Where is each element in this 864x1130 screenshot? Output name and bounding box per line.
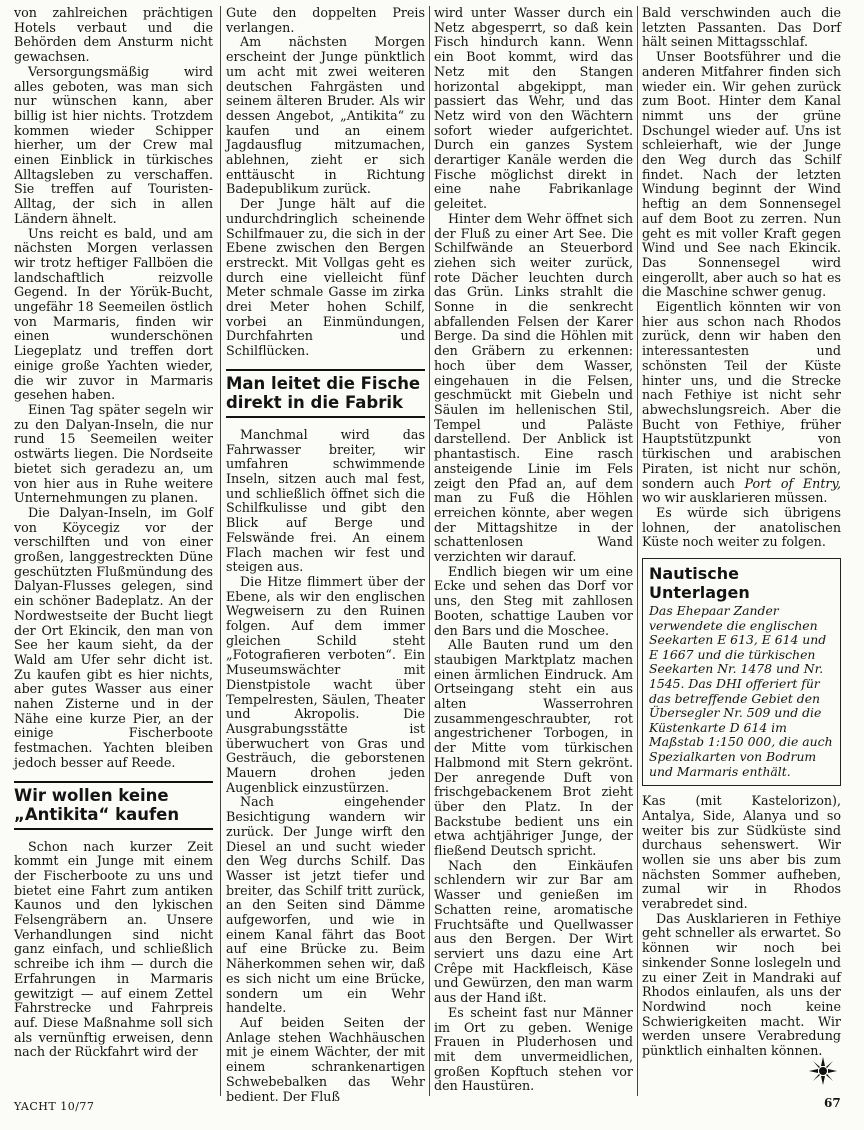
column-4 <box>642 6 841 1096</box>
paragraph: Es würde sich übrigens lohnen, der anatolischen Küste noch weiter zu folgen. <box>642 504 841 550</box>
paragraph-text: Eigentlich könnten wir von hier aus schon nach Rhodos zurück, denn wir haben den interessantesten und schönsten Teil der Küste hinter uns, und die Strecke nach Fethiye ist nicht sehr abwechslungsreich. Aber die Bucht von Fethiye, früher Hauptstützpunkt von türkischen und arabischen Piraten, ist nicht nur schön, sondern auch <box>642 299 841 491</box>
emphasis-port-of-entry: Port of Entry, <box>744 475 841 491</box>
paragraph: Alle Bauten rund um den staubigen Marktplatz machen einen ärmlichen Eindruck. Am Ortseingang steht ein aus alten Wasserrohren zusammengeschraubter, rot angestrichener Torbogen, in der Mitte vom türkischen Halbmond mit Stern gekrönt. Der anregende Duft von frischgebackenem Brot zieht über den Platz. In der Backstube bedient uns ein etwa achtjähriger Junge, der fließend Deutsch spricht. <box>434 637 633 859</box>
paragraph: Endlich biegen wir um eine Ecke und sehen das Dorf vor uns, den Steg mit zahllosen Booten, schattige Lauben vor den Bars und die Moschee. <box>434 563 633 638</box>
section-heading: Wir wollen keine „Antikita“ kaufen <box>14 785 180 824</box>
paragraph: Nach eingehender Besichtigung wandern wir zurück. Der Junge wirft den Diesel an und sucht wieder den Weg durchs Schilf. Das Wasser ist jetzt tiefer und breiter, das Schilf tritt zurück, an den Seiten sind Dämme aufgeworfen, und wie in einem Kanal fährt das Boot auf eine Brücke zu. Beim Näherkommen sehen wir, daß es sich nicht um eine Brücke, sondern um ein Wehr handelte. <box>226 794 425 1016</box>
column-3 <box>434 6 633 1096</box>
magazine-page <box>14 5 850 1104</box>
paragraph: Die Hitze flimmert über der Ebene, als wir den englischen Wegweisern zu den Ruinen folgen. Auf dem immer gleichen Schild steht „Fotografieren verboten“. Ein Museumswächter mit Dienstpistole wacht über Tempelresten, Säulen, Theater und Akropolis. Die Ausgrabungsstätte ist überwuchert von Gras und Gesträuch, die geborstenen Mauern drohen jeden Augenblick einzustürzen. <box>226 573 425 795</box>
info-box-title: Nautische Unterlagen <box>649 564 750 603</box>
paragraph: Auf beiden Seiten der Anlage stehen Wachhäuschen mit je einem Wächter, der mit einem schrankenartigen Schwebebalken das Wehr bedient. Der Fluß <box>226 1015 425 1104</box>
paragraph: Hinter dem Wehr öffnet sich der Fluß zu einer Art See. Die Schilfwände an Steuerbord ziehen sich weiter zurück, rote Dächer leuchten durch das Grün. Links strahlt die Sonne in die senkrecht abfallenden Felsen der Karer Berge. Da sind die Höhlen mit den Gräbern zu erkennen: hoch über dem Wasser, eingehauen in die Felsen, geschmückt mit Giebeln und Säulen im hellenischen Stil, Tempel und Paläste darstellend. Der Anblick ist phantastisch. Eine rasch ansteigende Linie im Fels zeigt den Pfad an, auf dem man zu Fuß die Höhlen erreichen könnte, aber wegen der Mittagshitze in der schattenlosen Wand verzichten wir darauf. <box>434 210 633 565</box>
footer-magazine-issue: YACHT 10/77 <box>14 1100 95 1113</box>
paragraph: Das Ausklarieren in Fethiye geht schneller als erwartet. So können wir noch bei sinkender Sonne loslegeln und zu einer Zeit in Mandraki auf Rhodos einlaufen, als uns der Nordwind noch keine Schwierigkeiten macht. Wir werden unsere Verabredung pünktlich einhalten können. <box>642 910 841 1059</box>
page-number: 67 <box>824 1096 841 1110</box>
column-divider <box>220 6 221 1096</box>
info-box-nautical-documents <box>642 558 841 786</box>
paragraph: Uns reicht es bald, und am nächsten Morgen verlassen wir trotz heftiger Fallböen die landschaftlich reizvolle Gegend. In der Yörük-Bucht, ungefähr 18 Seemeilen östlich von Marmaris, finden wir einen wunderschönen Liegeplatz und treffen dort einige große Yachten wieder, die wir zuvor in Marmaris gesehen haben. <box>14 225 213 403</box>
paragraph: Der Junge hält auf die undurchdringlich scheinende Schilfmauer zu, die sich in der Ebene zwischen den Bergen erstreckt. Mit Vollgas geht es durch eine vielleicht fünf Meter schmale Gasse im zirka drei Meter hohen Schilf, vorbei an Einmündungen, Durchfahrten und Schilflücken. <box>226 196 425 359</box>
paragraph: Am nächsten Morgen erscheint der Junge pünktlich um acht mit zwei weiteren deutschen Fahrgästen und seinem älteren Bruder. Als wir dessen Angebot, „Antikita“ zu kaufen und an einem Jagdausflug mitzumachen, ablehnen, zieht er sich enttäuscht in Richtung Badepublikum zurück. <box>226 34 425 197</box>
column-2 <box>226 5 425 1104</box>
paragraph: Die Dalyan-Inseln, im Golf von Köycegiz vor der verschilften und von einer großen, langgestreckten Düne geschützten Flußmündung des Dalyan-Flusses gelegen, sind ein schöner Badeplatz. An der Nordwestseite der Bucht liegt der Ort Ekincik, den man von See her kaum sieht, da der Wald am Ufer sehr dicht ist. Zu kaufen gibt es hier nichts, aber gutes Wasser aus einer nahen Zisterne und in der Nähe eine kurze Pier, an der einige Fischerboote festmachen. Yachten bleiben jedoch besser auf Reede. <box>14 504 213 770</box>
paragraph: Versorgungsmäßig wird alles geboten, was man sich nur wünschen kann, aber billig ist hier nichts. Trotzdem kommen wieder Schipper hierher, um der Crew mal einen Einblick in türkisches Alltagsleben zu verschaffen. Sie treffen auf Touristen-Alltag, der sich in allen Ländern ähnelt. <box>14 63 213 226</box>
column-divider <box>637 6 638 1096</box>
column-divider <box>429 6 430 1096</box>
info-box-text: Das Ehepaar Zander verwendete die englischen Seekarten E 613, E 614 und E 1667 und die türkischen Seekarten Nr. 1478 und Nr. 1545. Das DHI offeriert für das betreffende Gebiet den Übersegler Nr. 509 und die Küstenkarte D 614 im Maßstab 1:150 000, die auch Spezialkarten von Bodrum und Marmaris enthält. <box>649 603 833 779</box>
paragraph: wird unter Wasser durch ein Netz abgesperrt, so daß kein Fisch hindurch kann. Wenn ein Boot kommt, wird das Netz mit den Stangen horizontal abgekippt, man passiert das Wehr, und das Netz wird von den Wächtern sofort wieder aufgerichtet. Durch ein ganzes System derartiger Kanäle werden die Fische möglichst direkt in eine nahe Fabrikanlage geleitet. <box>434 5 633 212</box>
section-heading-box <box>14 781 213 830</box>
column-1 <box>14 6 213 1096</box>
paragraph-text: wo wir ausklarieren müssen. <box>642 490 828 506</box>
paragraph: Unser Bootsführer und die anderen Mitfahrer finden sich wieder ein. Wir gehen zurück zum Boot. Hinter dem Kanal nimmt uns der grüne Dschungel wieder auf. Uns ist schleierhaft, wie der Junge den Weg durch das Schilf findet. Nach der letzten Windung beginnt der Wind heftig an dem Sonnensegel auf dem Boot zu zerren. Nun geht es mit voller Kraft gegen Wind und See nach Ekincik. Das Sonnensegel wird eingerollt, aber auch so hat es die Maschine schwer genug. <box>642 49 841 300</box>
paragraph: Gute den doppelten Preis verlangen. <box>226 5 425 35</box>
paragraph: Manchmal wird das Fahrwasser breiter, wir umfahren schwimmende Inseln, sitzen auch mal fest, und schließlich öffnet sich die Schilfkulisse und gibt den Blick auf Berge und Felswände frei. An einem Flach machen wir fest und steigen aus. <box>226 426 425 575</box>
paragraph: Schon nach kurzer Zeit kommt ein Junge mit einem der Fischerboote zu uns und bietet eine Fahrt zum antiken Kaunos und den lykischen Felsengräbern an. Unsere Verhandlungen sind nicht ganz einfach, und schließlich schreibe ich ihm — durch die Erfahrungen in Marmaris gewitzigt — auf einem Zettel Fahrstrecke und Fahrpreis auf. Diese Maßnahme soll sich als vernünftig erweisen, denn nach der Rückfahrt wird der <box>14 838 213 1060</box>
section-heading: Man leitet die Fische direkt in die Fabrik <box>226 373 421 412</box>
yacht-logo-end-mark-icon <box>808 1056 838 1086</box>
paragraph: Kas (mit Kastelorizon), Antalya, Side, Alanya und so weiter bis zur Südküste sind durchaus sehenswert. Wir wollen sie uns aber bis zum nächsten Sommer aufheben, zumal wir in Rhodos verabredet sind. <box>642 793 841 912</box>
paragraph: von zahlreichen prächtigen Hotels verbaut und die Behörden dem Ansturm nicht gewachsen. <box>14 5 213 65</box>
paragraph: Es scheint fast nur Männer im Ort zu geben. Wenige Frauen in Pluderhosen und mit dem unvermeidlichen, großen Kopftuch stehen vor den Haustüren. <box>434 1004 633 1094</box>
paragraph: Einen Tag später segeln wir zu den Dalyan-Inseln, die nur rund 15 Seemeilen weiter ostwärts liegen. Die Nordseite bietet sich geradezu an, um von hier aus in Ruhe weitere Unternehmungen zu planen. <box>14 401 213 506</box>
section-heading-box <box>226 369 425 418</box>
paragraph <box>642 300 841 506</box>
paragraph: Nach den Einkäufen schlendern wir zur Bar am Wasser und genießen im Schatten reine, aromatische Fruchtsäfte und Quellwasser aus den Bergen. Der Wirt serviert uns dazu eine Art Crêpe mit Hackfleisch, Käse und Gewürzen, den man warm aus der Hand ißt. <box>434 857 633 1006</box>
paragraph: Bald verschwinden auch die letzten Passanten. Das Dorf hält seinen Mittagsschlaf. <box>642 5 841 50</box>
